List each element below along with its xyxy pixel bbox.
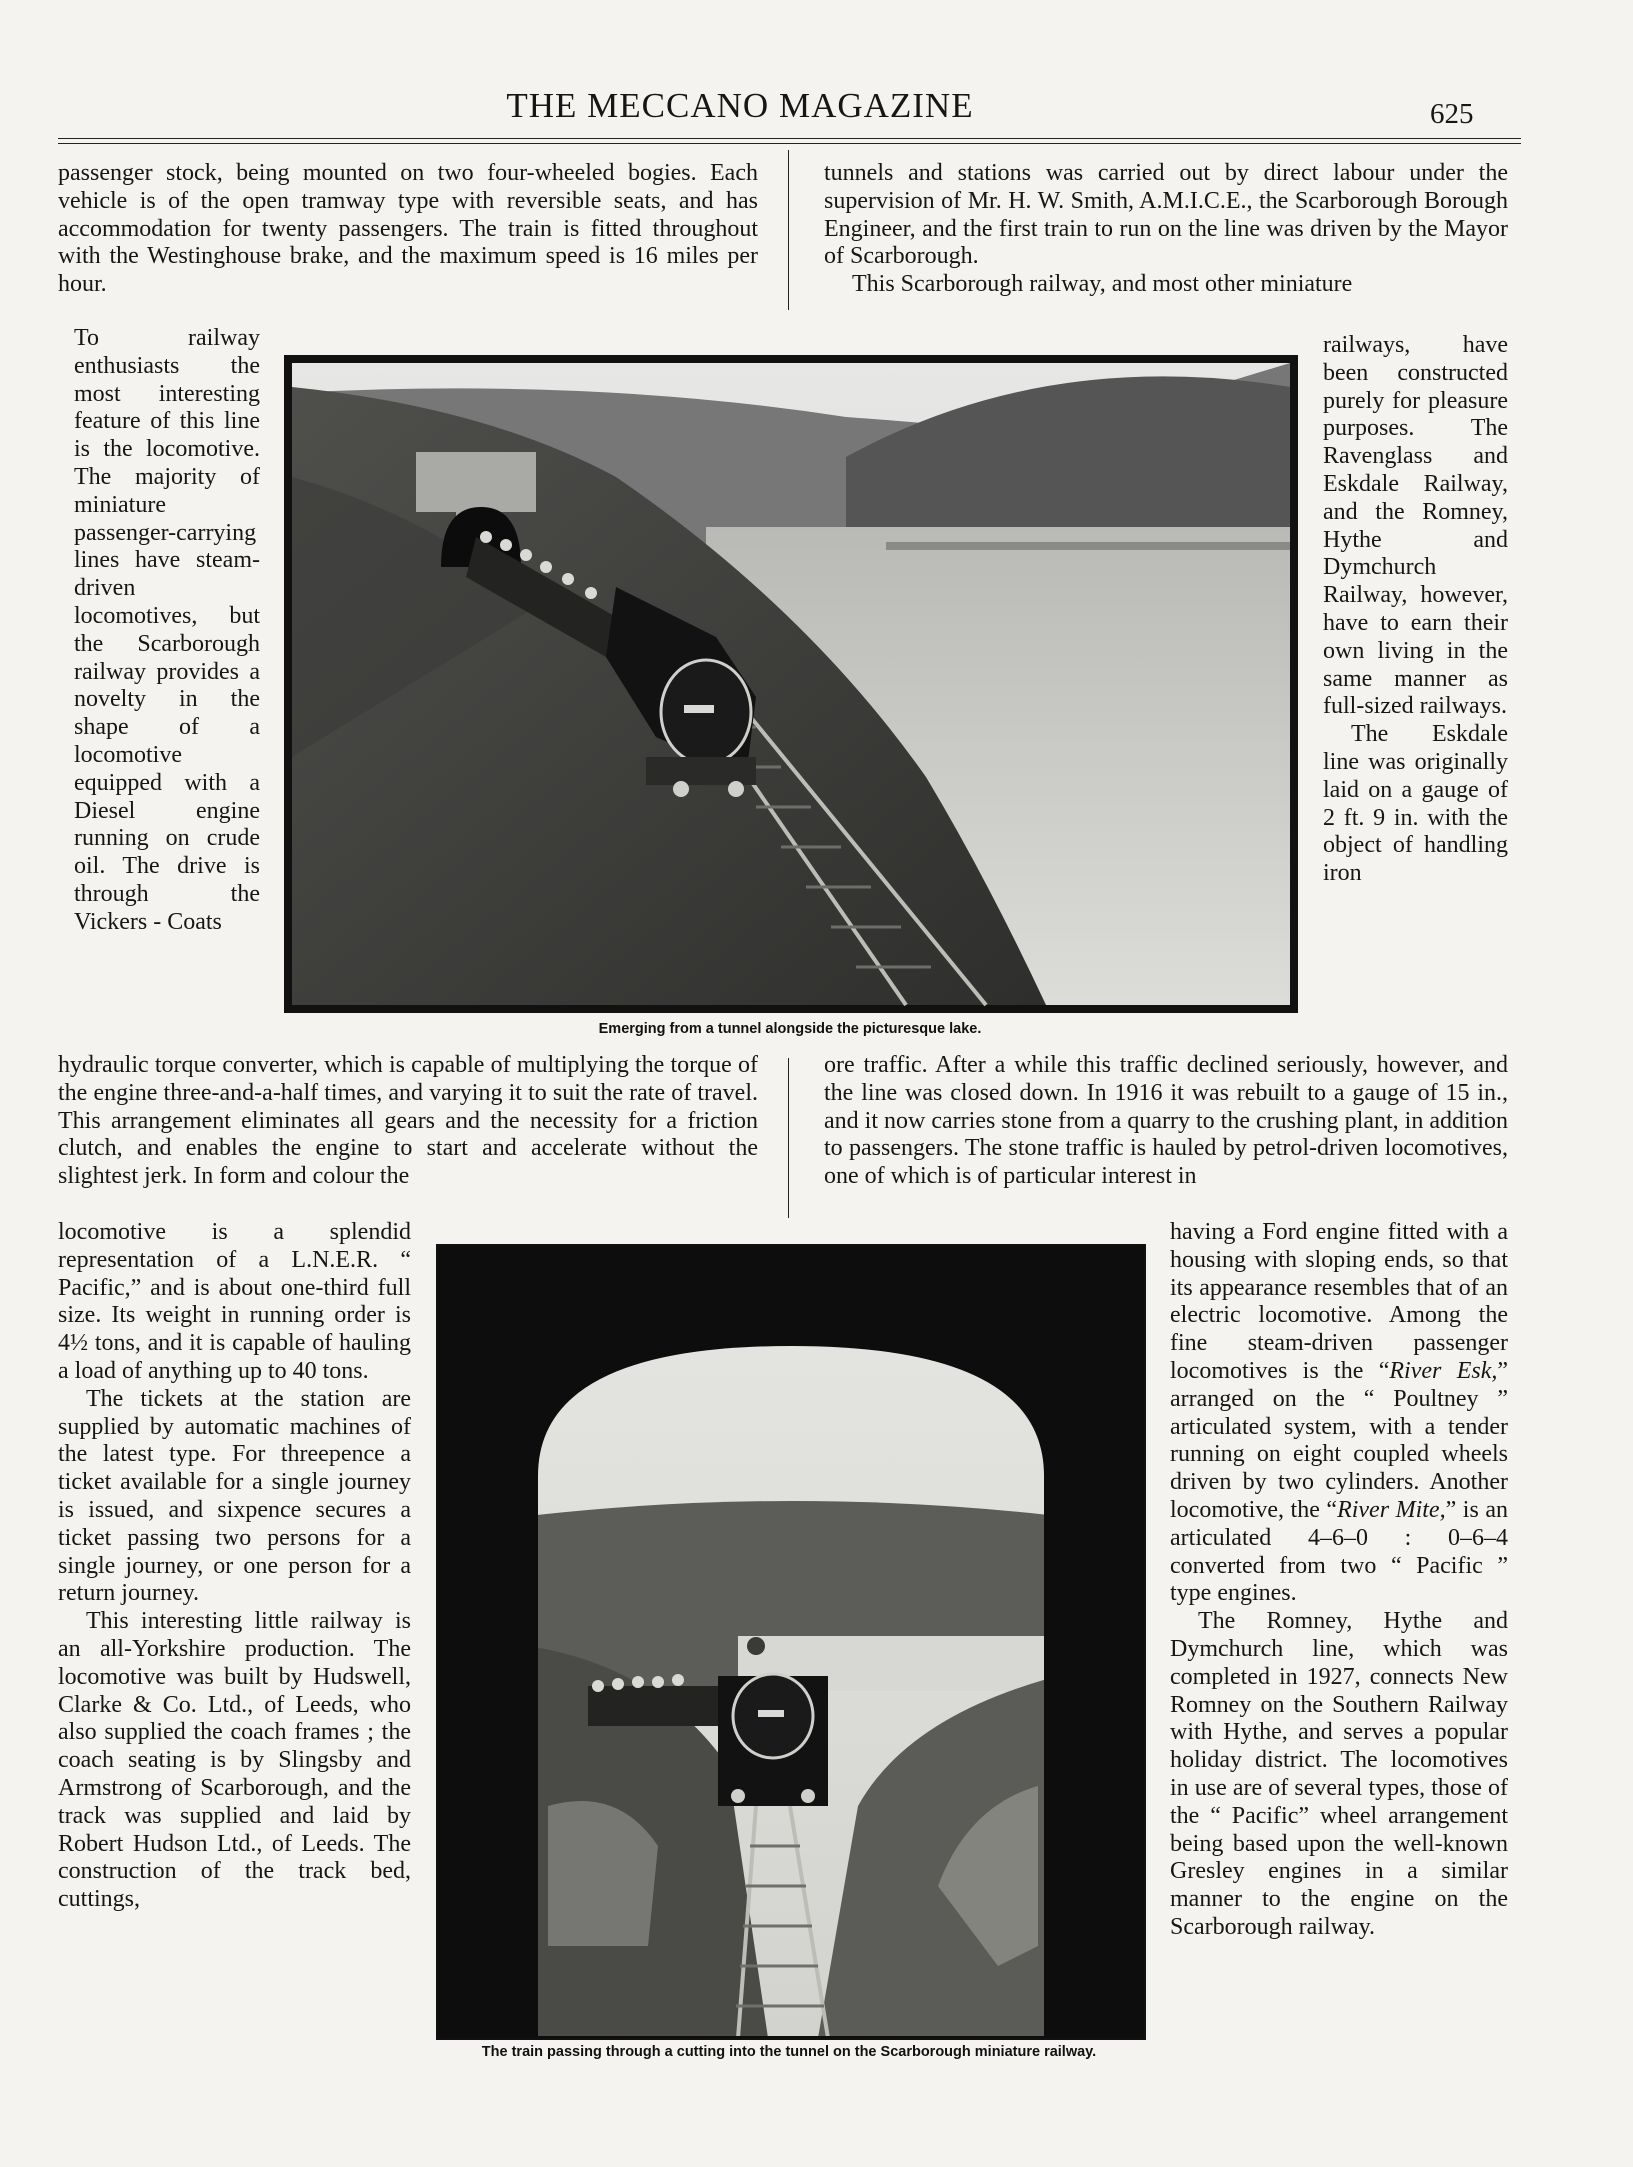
column-divider-top (788, 150, 789, 310)
article-text-narrow-left-1 (74, 325, 260, 937)
article-text-middle-left (58, 1052, 758, 1191)
photo-train-emerging-from-tunnel (284, 355, 1298, 1013)
paragraph: The Romney, Hythe and Dymchurch line, which was completed in 1927, connects New Romney on the Southern Railway with Hythe, and serves a popular holiday district. The locomotives in use are of several types, those of the “ Pacific” wheel arrangement being based upon the well-known Gresley engines in a similar manner to the engine on the Scarborough railway. (1170, 1608, 1508, 1940)
article-text-narrow-right-1 (1323, 332, 1508, 888)
paragraph: railways, have been constructed purely for pleasure purposes. The Ravenglass and Eskdale Railway, and the Romney, Hythe and Dymchurch Railway, however, have to earn their own living in the same manner as full-sized railways. (1323, 332, 1508, 720)
paragraph: tunnels and stations was carried out by direct labour under the supervision of Mr. H. W. Smith, A.M.I.C.E., the Scarborough Borough Engineer, and the first train to run on the line was driven by the Mayor of Scarborough. (824, 160, 1508, 270)
locomotive-name-river-mite: River Mite, (1337, 1496, 1446, 1523)
text-run: having a Ford engine fitted with a housing with sloping ends, so that its appearance resembles that of an electric locomotive. Among the fine steam-driven passenger locomotives is the “ (1170, 1219, 1508, 1384)
photo-train-through-tunnel-cutting (436, 1244, 1146, 2040)
photo-train-emerging-from-tunnel-illustration (286, 357, 1296, 1011)
paragraph: passenger stock, being mounted on two four-wheeled bogies. Each vehicle is of the open tramway type with reversible seats, and has accommodation for twenty passengers. The train is fitted throughout with the Westinghouse brake, and the maximum speed is 16 miles per hour. (58, 160, 758, 298)
text-run: ” is an articulated 4–6–0 : 0–6–4 converted from two “ Pacific ” type engines. (1170, 1496, 1509, 1607)
article-text-narrow-right-2 (1170, 1219, 1508, 1942)
article-text-narrow-left-2 (58, 1219, 411, 1914)
photo-train-through-tunnel-cutting-illustration (438, 1246, 1144, 2038)
article-text-top-right (824, 160, 1508, 299)
text-run: ” arranged on the “ Poultney ” articulated system, with a tender running on eight coupled wheels driven by two cylinders. Another locomotive, the “ (1170, 1357, 1509, 1523)
photo1-caption: Emerging from a tunnel alongside the picturesque lake. (598, 1021, 982, 1037)
paragraph: hydraulic torque converter, which is capable of multiplying the torque of the engine three-and-a-half times, and varying it to suit the rate of travel. This arrangement eliminates all gears and the necessity for a friction clutch, and enables the engine to start and accelerate without the slightest jerk. In form and colour the (58, 1052, 758, 1190)
header-rule-thin (58, 143, 1521, 144)
paragraph: The Eskdale line was originally laid on a gauge of 2 ft. 9 in. with the object of handling iron (1323, 721, 1508, 887)
paragraph: ore traffic. After a while this traffic declined seriously, however, and the line was closed down. In 1916 it was rebuilt to a gauge of 15 in., and it now carries stone from a quarry to the crushing plant, in addition to passengers. The stone traffic is hauled by petrol-driven locomotives, one of which is of particular interest in (824, 1052, 1508, 1190)
paragraph (1170, 1219, 1508, 1608)
paragraph: This Scarborough railway, and most other miniature (852, 271, 1353, 298)
header-rule (58, 138, 1521, 139)
page-number: 625 (1430, 98, 1474, 130)
paragraph: This interesting little railway is an all-Yorkshire production. The locomotive was built by Hudswell, Clarke & Co. Ltd., of Leeds, who also supplied the coach frames ; the coach seating is by Slingsby and Armstrong of Scarborough, and the track was supplied and laid by Robert Hudson Ltd., of Leeds. The construction of the track bed, cuttings, (58, 1608, 411, 1913)
article-text-top-left (58, 160, 758, 299)
photo2-caption: The train passing through a cutting into the tunnel on the Scarborough miniature railway. (481, 2044, 1097, 2060)
article-text-middle-right (824, 1052, 1508, 1191)
paragraph: locomotive is a splendid representation of a L.N.E.R. “ Pacific,” and is about one-third full size. Its weight in running order is 4½ tons, and it is capable of hauling a load of anything up to 40 tons. (58, 1219, 411, 1384)
paragraph: To railway enthusiasts the most interesting feature of this line is the locomotive. The majority of miniature passenger-carrying lines have steam-driven locomotives, but the Scarborough railway provides a novelty in the shape of a locomotive equipped with a Diesel engine running on crude oil. The drive is through the Vickers - Coats (74, 325, 260, 935)
locomotive-name-river-esk: River Esk, (1389, 1357, 1498, 1384)
magazine-title: THE MECCANO MAGAZINE (506, 86, 974, 125)
column-divider-middle (788, 1058, 789, 1218)
paragraph: The tickets at the station are supplied by automatic machines of the latest type. For threepence a ticket available for a single journey is issued, and sixpence secures a ticket passing two persons for a single journey, or one person for a return journey. (58, 1385, 411, 1607)
